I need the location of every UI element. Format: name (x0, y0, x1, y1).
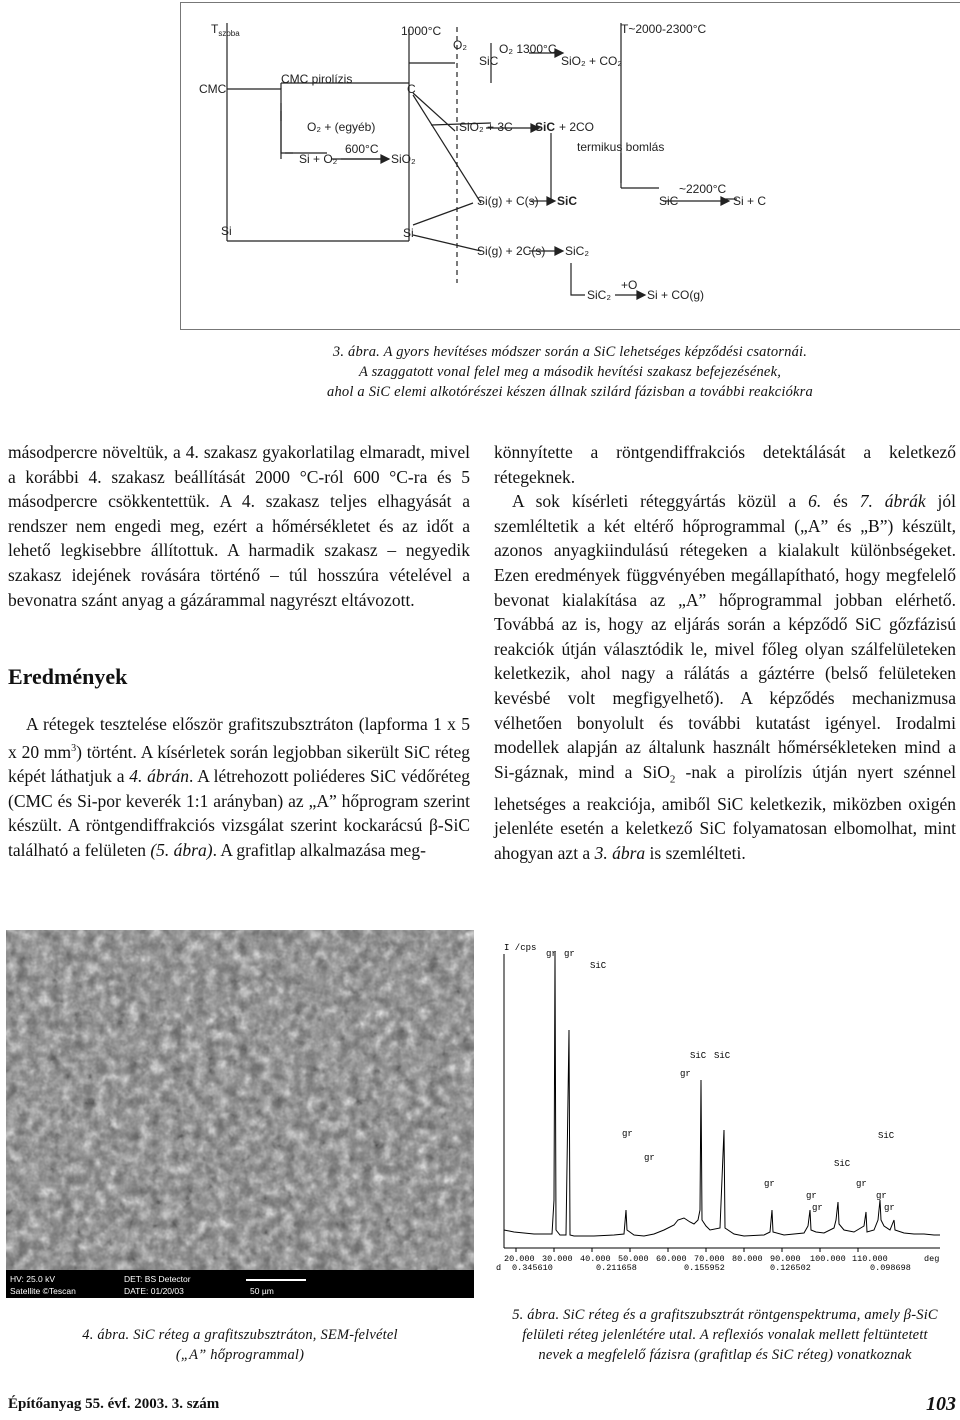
diagram-label-o2-top: O₂ (453, 38, 467, 52)
diagram-label-sio2-co2: SiO₂ + CO₂ (561, 54, 622, 68)
fig5-caption-line3: nevek a megfelelő fázisra (grafitlap és SiC réteg) vonatkoznak (538, 1347, 912, 1363)
xrd-tick-60: 60.000 (656, 1254, 687, 1264)
figure-3-diagram (180, 2, 960, 330)
peak-sic1: SiC (590, 961, 607, 971)
xrd-d-2: 0.155952 (684, 1263, 725, 1270)
xrd-tick-80: 80.000 (732, 1254, 763, 1264)
peak-sic5: SiC (834, 1159, 851, 1169)
peak-gr6: gr (856, 1179, 867, 1189)
peak-gr10: gr (812, 1203, 823, 1213)
peak-gr1: gr (546, 949, 557, 959)
xrd-d-3: 0.126502 (770, 1263, 811, 1270)
diagram-label-si-left: Si (221, 224, 232, 238)
diagram-label-cmc: CMC (199, 82, 227, 96)
xrd-d-4: 0.098698 (870, 1263, 911, 1270)
sem-info-date: DATE: 01/20/03 (124, 1286, 184, 1296)
left-column-bottom (8, 712, 470, 862)
xrd-tick-100: 100.000 (810, 1254, 846, 1264)
peak-gr8: gr (806, 1191, 817, 1201)
xrd-tick-50: 50.000 (618, 1254, 649, 1264)
sem-info-det: DET: BS Detector (124, 1274, 191, 1284)
section-heading-eredmenyek: Eredmények (8, 664, 128, 689)
figure-5-xrd-spectrum (494, 930, 956, 1270)
diagram-label-sic-main: SiC (535, 120, 556, 134)
peak-gr2: gr (564, 949, 575, 959)
xrd-d-1: 0.211658 (596, 1263, 637, 1270)
xrd-tick-40: 40.000 (580, 1254, 611, 1264)
left-paragraph-1: másodpercre növeltük, a 4. szakasz gyakorlatilag elmaradt, mivel a korábbi 4. szakasz beállítását 2000 °C-ról 600 °C-ra és 5 másodpercre csökkentettük. A 4. szakasz teljes elhagyását a rendszer nem engedi meg, ezért a hőmérsékletet és az időt a lehető legkisebbre állítottuk. A harmadik szakasz – negyedik szakasz idejének rovására történő – túl hosszúra vételével a bevonatra szánt anyag a gázárammal nagyrészt eltávozott. (8, 442, 470, 610)
sem-scale-bar: 50 µm (250, 1286, 274, 1296)
sem-info-satellite: Satellite ©Tescan (10, 1286, 76, 1296)
xrd-dlabel: d (496, 1263, 502, 1270)
xrd-tick-90: 90.000 (770, 1254, 801, 1264)
sem-info-hv: HV: 25.0 kV (10, 1274, 56, 1284)
xrd-tick-20: 20.000 (504, 1254, 535, 1264)
xrd-xunit: deg (924, 1254, 940, 1264)
diagram-label-si-co: Si + CO(g) (647, 288, 705, 302)
diagram-label-2200c: ~2200°C (679, 182, 727, 196)
fig4-caption-line2: („A” hőprogrammal) (175, 1347, 305, 1363)
diagram-label-sic-b: SiC (557, 194, 578, 208)
peak-gr3: gr (680, 1069, 691, 1079)
page-number: 103 (926, 1393, 956, 1415)
peak-gr7: gr (764, 1179, 775, 1189)
fig3-caption-line3: ahol a SiC elemi alkotórészei készen állnak szilárd fázisban a további reakciókra (327, 384, 813, 400)
xrd-tick-30: 30.000 (542, 1254, 573, 1264)
right-paragraph-2: A sok kísérleti réteggyártás közül a 6. és 7. ábrák jól szemléltetik a két eltérő hőprogrammal („A” és „B”) készült, azonos anyagkiindulású rétegeken a kialakult különbségeket. Ezen eredmények függvényében megállapítható, hogy megfelelő bevonat kialakítása az „A” hőprogrammal jobban elérhető. Továbbá az is, hogy az eljárás során a képződő SiC gőzfázisú reakciók útján választódik le, mivel főleg olyan szálfelületeken keletkezik, ahol nagy a rálátás a gáztérre (belső felületeken kevésbé volt megfigyelhető). A képződés mechanizmusa vélhetően bonyolult és további kutatást igényel. Irodalmi modellek alapján az általunk használt hőmérsékleteken mind a Si-gáznak, mind a SiO$_2$ -nak a pirolízis útján nyert szénnel lehetséges a reakciója, amiből SiC keletkezik, miközben oxigén jelenléte esetén a keletkező SiC folyamatosan elbomolhat, mint ahogyan azt a 3. ábra is szemlélteti. (494, 491, 957, 863)
figure-4-sem-image (6, 930, 474, 1298)
diagram-label-sio2-a: SiO₂ (391, 152, 416, 166)
diagram-label-termikus: termikus bomlás (577, 140, 665, 154)
figure-5-caption (494, 1305, 956, 1365)
diagram-label-si-o2: Si + O₂ (299, 152, 338, 166)
left-column-top (8, 440, 470, 612)
xrd-ylabel: I /cps (504, 943, 537, 953)
diagram-label-sig-2cs: Si(g) + 2C(s) (477, 244, 546, 258)
diagram-label-sig-cs: Si(g) + C(s) (477, 194, 539, 208)
diagram-label-si-c: Si + C (733, 194, 767, 208)
diagram-label-cmc-pyro: CMC pirolízis (281, 72, 353, 86)
peak-gr4: gr (622, 1129, 633, 1139)
diagram-label-sic-top: SiC (479, 54, 499, 68)
diagram-label-o-arrow: +O (621, 278, 638, 292)
diagram-label-si-mid: Si (403, 226, 414, 240)
left-paragraph-2: A rétegek tesztelése először grafitszubsztráton (lapforma 1 x 5 x 20 $mm^3$) történt. A kísérletek során legjobban sikerült SiC réteg képét láthatjuk a 4. ábrán. A létrehozott poliéderes SiC védőréteg (CMC és Si-por keverék 1:1 arányban) az „A” hőprogram szerint készült. A röntgendiffrakciós vizsgálat szerint kockarácsú β-SiC található a felületen (5. ábra). A grafitlap alkalmazása meg- (8, 714, 471, 860)
diagram-label-sic2-b: SiC₂ (587, 288, 611, 302)
diagram-label-sio2-3c: SiO₂ + 3C (459, 120, 513, 134)
right-column (494, 440, 956, 866)
diagram-label-thigh: T~2000-2300°C (621, 22, 707, 36)
right-paragraph-1: könnyítette a röntgendiffrakciós detektálását a keletkező rétegeknek. (494, 442, 956, 487)
xrd-d-0: 0.345610 (512, 1263, 553, 1270)
diagram-label-600c: 600°C (345, 142, 379, 156)
fig5-caption-line1: 5. ábra. SiC réteg és a grafitszubsztrát röntgenspektruma, amely β-SiC (512, 1307, 938, 1323)
diagram-label-sic-c: SiC (659, 194, 679, 208)
xrd-chart (494, 930, 956, 1270)
fig4-caption-line1: 4. ábra. SiC réteg a grafitszubsztráton, SEM-felvétel (82, 1327, 398, 1343)
figure-3-caption (180, 342, 960, 402)
diagram-label-o2-egyeb: O₂ + (egyéb) (307, 120, 376, 134)
xrd-tick-110: 110.000 (852, 1254, 888, 1264)
diagram-label-1000c: 1000°C (401, 24, 442, 38)
figure-4-caption (6, 1325, 474, 1365)
peak-gr5: gr (644, 1153, 655, 1163)
fig5-caption-line2: felületi réteg jelenlétére utal. A reflexiós vonalak mellett feltüntetett (522, 1327, 928, 1343)
diagram-label-sic2: SiC₂ (565, 244, 589, 258)
diagram-label-c: C (407, 82, 416, 96)
xrd-tick-70: 70.000 (694, 1254, 725, 1264)
footer-journal: Építőanyag 55. évf. 2003. 3. szám (8, 1396, 220, 1412)
diagram-label-tszoba: $T_{szoba}$ (211, 22, 240, 38)
fig3-caption-line2: A szaggatott vonal felel meg a második hevítési szakasz befejezésének, (358, 364, 782, 380)
peak-sic2: SiC (690, 1051, 707, 1061)
peak-gr9: gr (876, 1191, 887, 1201)
reaction-diagram-svg (181, 3, 960, 329)
diagram-label-o2-1300: O₂ 1300°C (499, 42, 557, 56)
diagram-label-2co: + 2CO (559, 120, 595, 134)
peak-sic4: SiC (878, 1131, 895, 1141)
peak-sic3: SiC (714, 1051, 731, 1061)
sem-micrograph (6, 930, 474, 1298)
peak-gr11: gr (884, 1203, 895, 1213)
fig3-caption-line1: 3. ábra. A gyors hevítéses módszer során a SiC lehetséges képződési csatornái. (332, 344, 808, 360)
